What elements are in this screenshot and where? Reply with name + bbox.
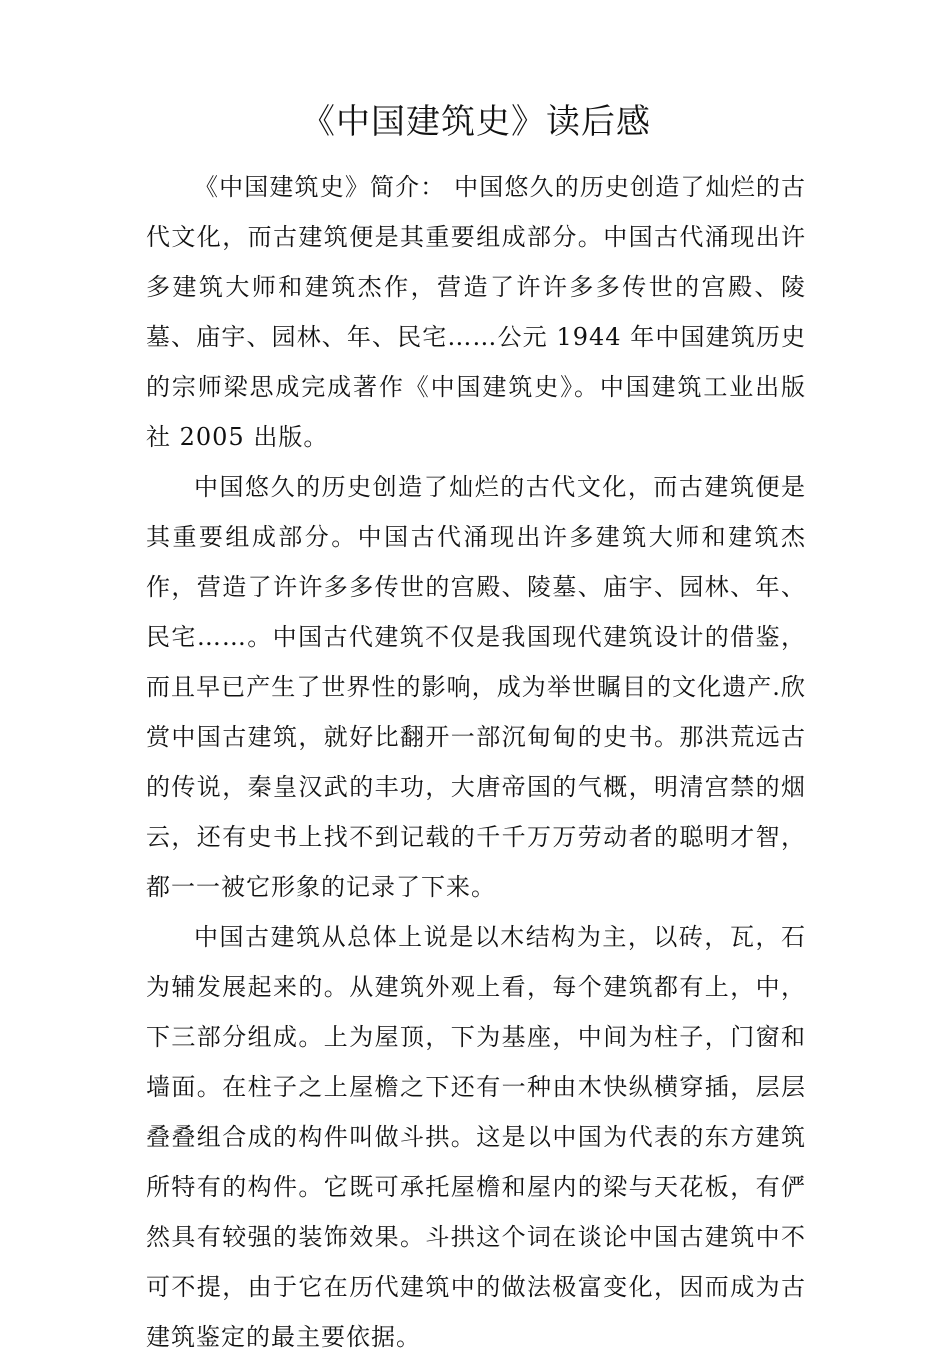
paragraph-intro: 《中国建筑史》简介： 中国悠久的历史创造了灿烂的古代文化，而古建筑便是其重要组成部分。中国古代涌现出许多建筑大师和建筑杰作，营造了许许多多传世的宫殿、陵墓、庙宇、园林、年、民宅……公元 1944 年中国建筑历史的宗师梁思成完成著作《中国建筑史》。中国建筑工业出版社 2005 出版。 [146, 173, 806, 451]
document-page [146, 92, 806, 1362]
paragraph-history: 中国悠久的历史创造了灿烂的古代文化，而古建筑便是其重要组成部分。中国古代涌现出许多建筑大师和建筑杰作，营造了许许多多传世的宫殿、陵墓、庙宇、园林、年、民宅……。中国古代建筑不仅是我国现代建筑设计的借鉴，而且早已产生了世界性的影响，成为举世瞩目的文化遗产.欣赏中国古建筑，就好比翻开一部沉甸甸的史书。那洪荒远古的传说，秦皇汉武的丰功，大唐帝国的气概，明清宫禁的烟云，还有史书上找不到记载的千千万万劳动者的聪明才智，都一一被它形象的记录了下来。 [146, 473, 806, 901]
paragraph-structure: 中国古建筑从总体上说是以木结构为主，以砖，瓦，石为辅发展起来的。从建筑外观上看，每个建筑都有上，中，下三部分组成。上为屋顶，下为基座，中间为柱子，门窗和墙面。在柱子之上屋檐之下还有一种由木快纵横穿插，层层叠叠组合成的构件叫做斗拱。这是以中国为代表的东方建筑所特有的构件。它既可承托屋檐和屋内的梁与天花板，有俨然具有较强的装饰效果。斗拱这个词在谈论中国古建筑中不可不提，由于它在历代建筑中的做法极富变化，因而成为古建筑鉴定的最主要依据。 [146, 923, 806, 1351]
document-title: 《中国建筑史》读后感 [301, 102, 651, 142]
